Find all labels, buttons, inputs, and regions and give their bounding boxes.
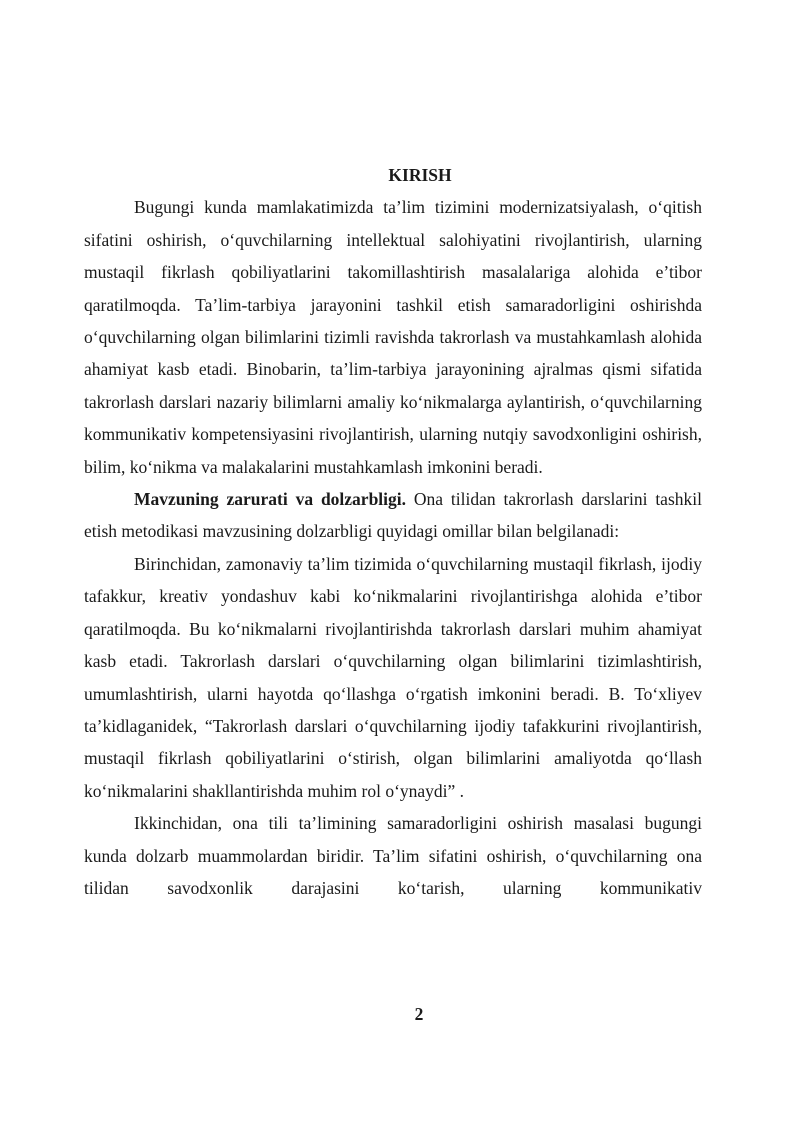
paragraph-lead: Mavzuning zarurati va dolzarbligi. [134, 489, 407, 510]
section-title: KIRISH [388, 165, 452, 185]
paragraph-secondly [84, 807, 702, 904]
paragraph-firstly [84, 548, 702, 807]
paragraph-text: Birinchidan, zamonaviy ta’lim tizimida o‘quvchilarning mustaqil fikrlash, ijodiy tafakkur, kreativ yondashuv kabi ko‘nikmalarini rivojlantirishga alohida e’tibor qaratilmoqda. Bu ko‘nikmalarni rivojlantirishda takrorlash darslari muhim ahamiyat kasb etadi. Takrorlash darslari o‘quvchilarning olgan bilimlarini tizimlashtirish, umumlashtirish, ularni hayotda qo‘llashga o‘rgatish imkonini beradi. B. To‘xliyev ta’kidlaganidek, “Takrorlash darslari o‘quvchilarning ijodiy tafakkurini rivojlantirish, mustaqil fikrlash qobiliyatlarini o‘stirish, olgan bilimlarini amaliyotda qo‘llash ko‘nikmalarini shakllantirishda muhim rol o‘ynaydi” . [84, 553, 702, 801]
page-number: 2 [414, 1004, 424, 1024]
page-content [84, 159, 702, 904]
paragraph-text: Ikkinchidan, ona tili ta’limining samaradorligini oshirish masalasi bugungi kunda dolzarb muammolardan biridir. Ta’lim sifatini oshirish, o‘quvchilarning ona tilidan savodxonlik darajasini ko‘tarish, ularning kommunikativ [84, 813, 702, 898]
paragraph-text: Ona tilidan takrorlash darslarini tashkil etish metodikasi mavzusining dolzarbligi quyidagi omillar bilan belgilanadi: [84, 489, 702, 542]
paragraph-intro [84, 191, 702, 483]
paragraph-text: Bugungi kunda mamlakatimizda ta’lim tizimini modernizatsiyalash, o‘qitish sifatini oshirish, o‘quvchilarning intellektual salohiyatini rivojlantirish, ularning mustaqil fikrlash qobiliyatlarini takomillashtirish masalalariga alohida e’tibor qaratilmoqda. Ta’lim-tarbiya jarayonini tashkil etish samaradorligini oshirishda o‘quvchilarning olgan bilimlarini tizimli ravishda takrorlash va mustahkamlash alohida ahamiyat kasb etadi. Binobarin, ta’lim-tarbiya jarayonining ajralmas qismi sifatida takrorlash darslari nazariy bilimlarni amaliy ko‘nikmalarga aylantirish, o‘quvchilarning kommunikativ kompetensiyasini rivojlantirish, ularning nutqiy savodxonligini oshirish, bilim, ko‘nikma va malakalarini mustahkamlash imkonini beradi. [84, 197, 702, 477]
paragraph-relevance [84, 483, 702, 548]
